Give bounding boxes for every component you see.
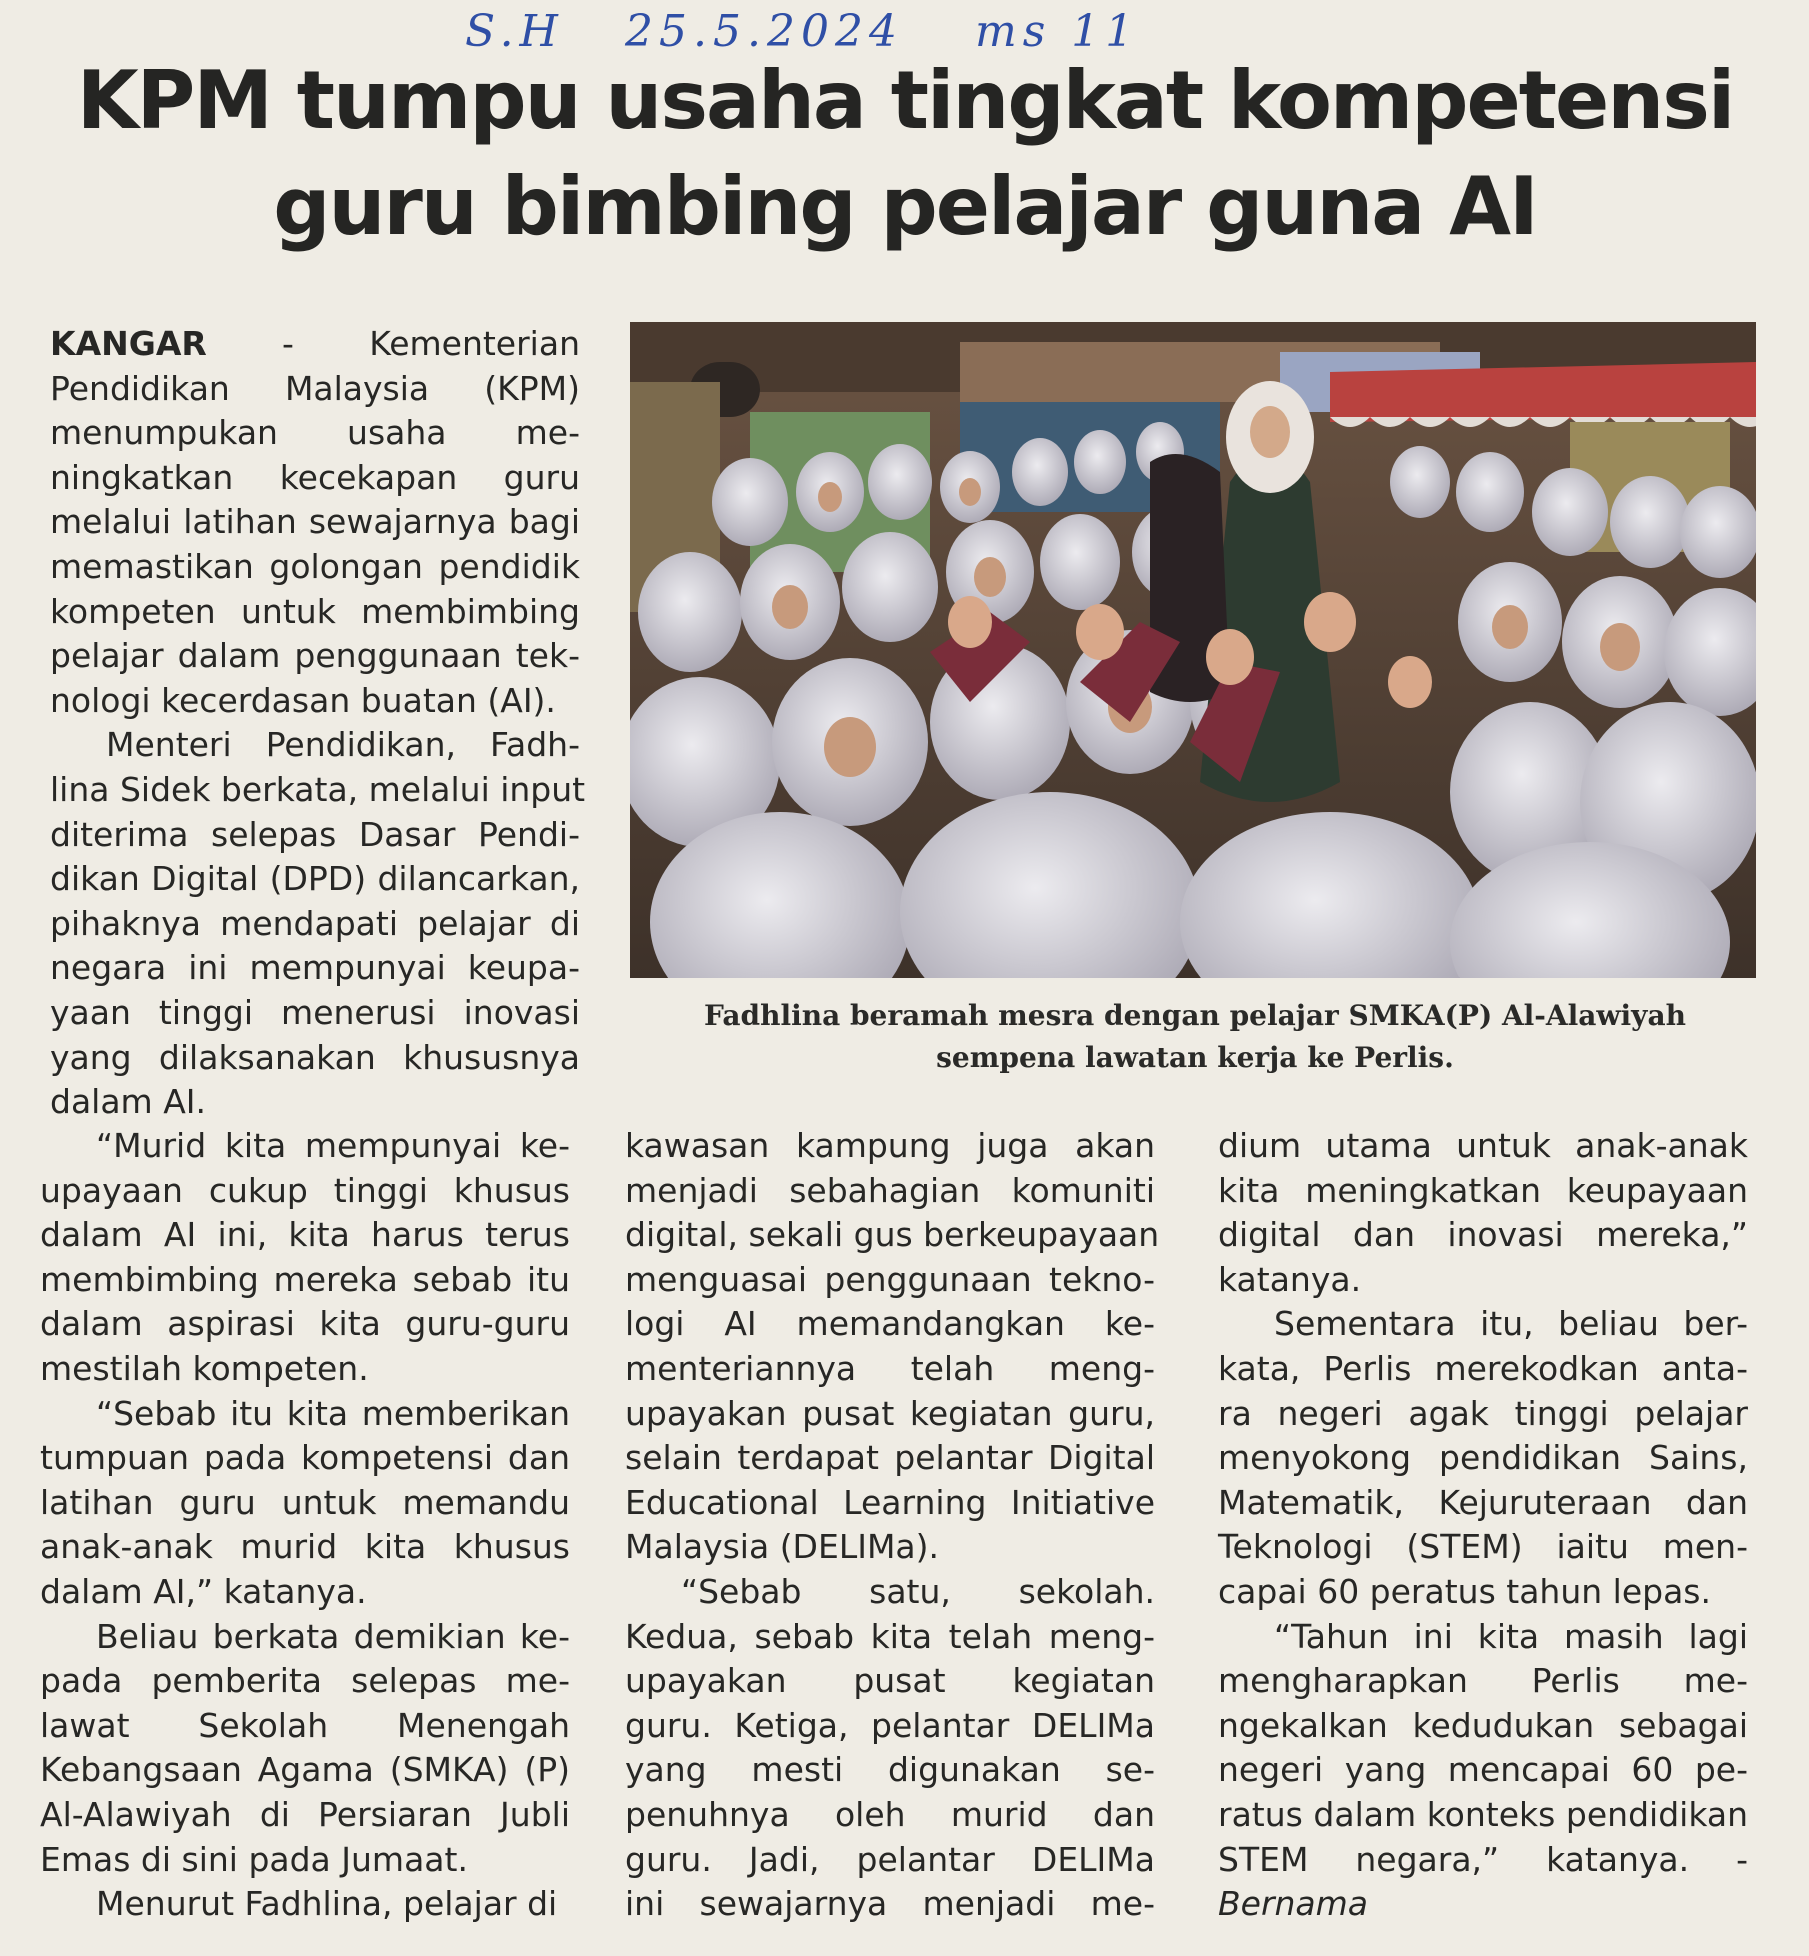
- article-line: yang mesti digunakan se-: [625, 1750, 1155, 1790]
- article-line: “Murid kita mempunyai ke-: [96, 1126, 570, 1165]
- article-line: Menurut Fadhlina, pelajar di: [96, 1884, 558, 1924]
- article-line: yaan tinggi menerusi inovasi: [50, 992, 580, 1032]
- article-line: nologi kecerdasan buatan (AI).: [50, 680, 556, 720]
- article-line: Kedua, sebab kita telah meng-: [625, 1616, 1155, 1656]
- article-line: lawat Sekolah Menengah: [40, 1705, 570, 1745]
- article-line: menyokong pendidikan Sains,: [1218, 1438, 1748, 1478]
- article-line: ngekalkan kedudukan sebagai: [1218, 1705, 1748, 1745]
- article-line: dium utama untuk anak-anak: [1218, 1126, 1748, 1165]
- article-line: upayaan cukup tinggi khusus: [40, 1170, 570, 1210]
- news-photo: [630, 322, 1756, 978]
- article-line: menguasai penggunaan tekno-: [625, 1259, 1155, 1299]
- article-line: anak-anak murid kita khusus: [40, 1527, 570, 1567]
- article-line: dalam AI.: [50, 1082, 206, 1122]
- byline: Bernama: [1218, 1884, 1369, 1924]
- article-line: yang dilaksanakan khususnya: [50, 1037, 580, 1077]
- article-line: upayakan pusat kegiatan guru,: [625, 1393, 1155, 1433]
- article-line: selain terdapat pelantar Digital: [625, 1438, 1155, 1478]
- dateline: KANGAR: [50, 324, 207, 363]
- article-line: negara ini mempunyai keupa-: [50, 948, 580, 988]
- article-line: menumpukan usaha me-: [50, 413, 580, 453]
- article-line: penuhnya oleh murid dan: [625, 1794, 1155, 1834]
- article-line: guru. Ketiga, pelantar DELIMa: [625, 1705, 1155, 1745]
- article-line: katanya.: [1218, 1259, 1362, 1299]
- article-line: Al-Alawiyah di Persiaran Jubli: [40, 1794, 570, 1834]
- article-line: Teknologi (STEM) iaitu men-: [1218, 1527, 1748, 1567]
- article-line: ra negeri agak tinggi pelajar: [1218, 1393, 1748, 1433]
- article-line: kawasan kampung juga akan: [625, 1126, 1155, 1165]
- article-line: guru. Jadi, pelantar DELIMa: [625, 1839, 1155, 1879]
- article-line: pelajar dalam penggunaan tek-: [50, 636, 580, 676]
- crowd-photo-illustration: [630, 322, 1756, 978]
- caption-line-1: Fadhlina beramah mesra dengan pelajar SMKA(P) Al-Alawiyah: [704, 999, 1686, 1032]
- article-line: diterima selepas Dasar Pendi-: [50, 814, 580, 854]
- article-line: Sementara itu, beliau ber-: [1274, 1304, 1748, 1344]
- caption-line-2: sempena lawatan kerja ke Perlis.: [936, 1041, 1454, 1074]
- article-line: Pendidikan Malaysia (KPM): [50, 368, 580, 408]
- headline: [40, 48, 1770, 260]
- article-line: tumpuan pada kompetensi dan: [40, 1438, 570, 1478]
- article-line: digital dan inovasi mereka,”: [1218, 1215, 1748, 1255]
- article-line: melalui latihan sewajarnya bagi: [50, 502, 580, 542]
- article-line: Menteri Pendidikan, Fadh-: [106, 725, 580, 765]
- article-line: Matematik, Kejuruteraan dan: [1218, 1482, 1748, 1522]
- article-line: STEM negara,” katanya. -: [1218, 1839, 1748, 1879]
- article-line: memastikan golongan pendidik: [50, 546, 580, 586]
- article-line: Beliau berkata demikian ke-: [96, 1616, 570, 1656]
- article-column-3: [1218, 1124, 1748, 1927]
- article-line: dalam AI ini, kita harus terus: [40, 1215, 570, 1255]
- article-line: kompeten untuk membimbing: [50, 591, 580, 631]
- article-line: dalam aspirasi kita guru-guru: [40, 1304, 570, 1344]
- article-column-1-bottom: [40, 1124, 570, 1927]
- article-line: logi AI memandangkan ke-: [625, 1304, 1155, 1344]
- article-line: digital, sekali gus berkeupayaan: [625, 1215, 1160, 1255]
- article-line: Emas di sini pada Jumaat.: [40, 1839, 468, 1879]
- article-line: menjadi sebahagian komuniti: [625, 1170, 1155, 1210]
- article-line: pada pemberita selepas me-: [40, 1661, 570, 1701]
- article-line: capai 60 peratus tahun lepas.: [1218, 1571, 1711, 1611]
- article-line: “Sebab itu kita memberikan: [96, 1393, 570, 1433]
- article-line: upayakan pusat kegiatan: [625, 1661, 1155, 1701]
- handwritten-date: 25.5.2024: [625, 6, 903, 57]
- handwritten-source: S.H: [465, 6, 564, 57]
- article-line: dikan Digital (DPD) dilancarkan,: [50, 859, 580, 899]
- article-line: dalam AI,” katanya.: [40, 1571, 367, 1611]
- article-line: negeri yang mencapai 60 pe-: [1218, 1750, 1748, 1790]
- headline-line-1: KPM tumpu usaha tingkat kompetensi: [76, 54, 1734, 147]
- article-column-1-top: [50, 322, 586, 1125]
- photo-caption: [640, 995, 1750, 1079]
- article-line: kata, Perlis merekodkan anta-: [1218, 1348, 1748, 1388]
- handwritten-page: ms 11: [975, 6, 1140, 57]
- article-line: “Tahun ini kita masih lagi: [1274, 1616, 1748, 1656]
- article-line: Malaysia (DELIMa).: [625, 1527, 939, 1567]
- article-column-2: [625, 1124, 1160, 1927]
- article-line: ini sewajarnya menjadi me-: [625, 1884, 1155, 1924]
- article-line: mengharapkan Perlis me-: [1218, 1661, 1748, 1701]
- article-line: latihan guru untuk memandu: [40, 1482, 570, 1522]
- article-line: lina Sidek berkata, melalui input: [50, 769, 586, 809]
- article-line: “Sebab satu, sekolah.: [681, 1571, 1155, 1611]
- article-line: mestilah kompeten.: [40, 1348, 369, 1388]
- article-line: ratus dalam konteks pendidikan: [1218, 1794, 1748, 1834]
- headline-line-2: guru bimbing pelajar guna AI: [273, 160, 1537, 253]
- article-line: ningkatkan kecekapan guru: [50, 457, 580, 497]
- article-line: membimbing mereka sebab itu: [40, 1259, 570, 1299]
- article-line: kita meningkatkan keupayaan: [1218, 1170, 1748, 1210]
- article-line: KANGAR - Kementerian: [50, 324, 580, 363]
- article-line: Educational Learning Initiative: [625, 1482, 1155, 1522]
- article-line: Kebangsaan Agama (SMKA) (P): [40, 1750, 570, 1790]
- article-line: menteriannya telah meng-: [625, 1348, 1155, 1388]
- article-line: pihaknya mendapati pelajar di: [50, 903, 580, 943]
